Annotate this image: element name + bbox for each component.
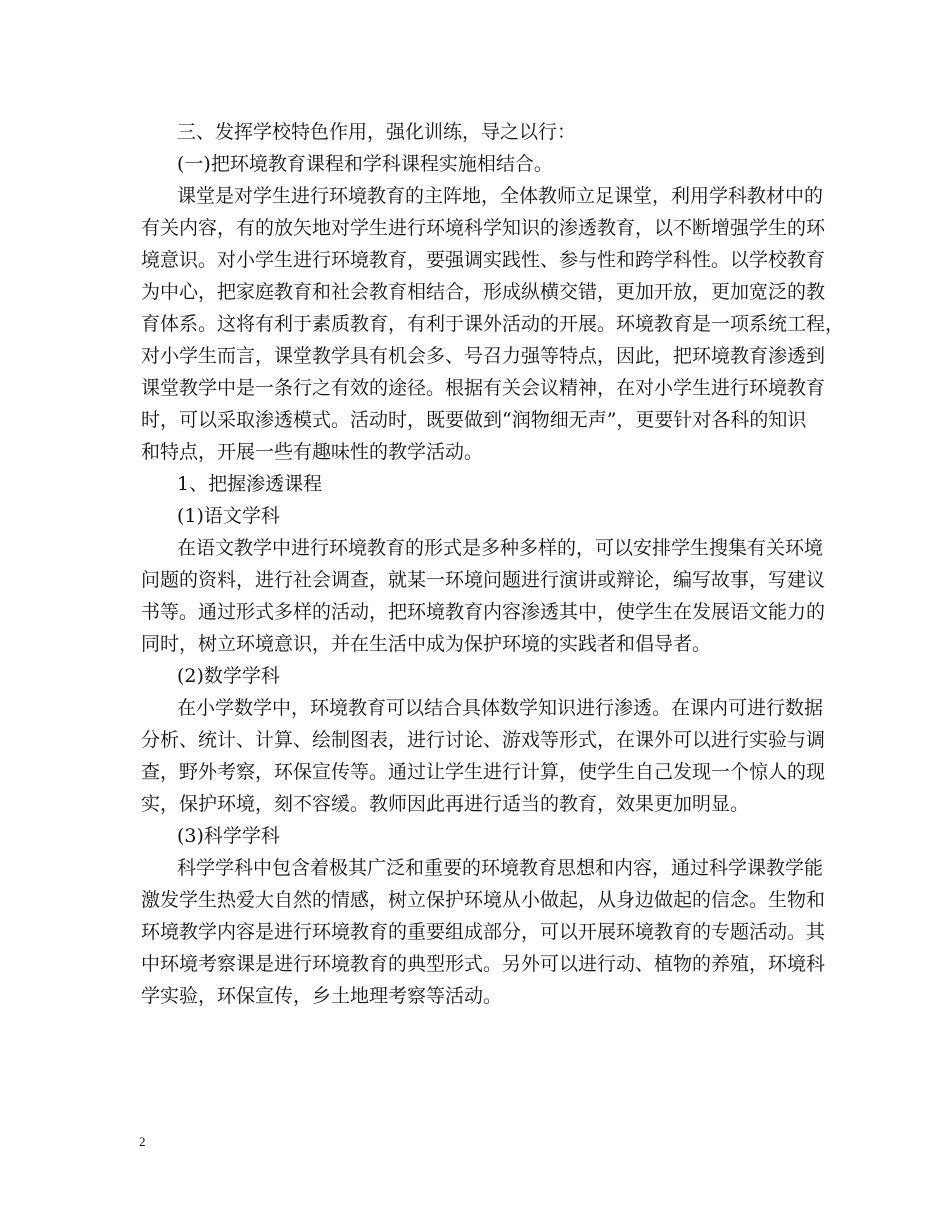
- paragraph-line: 问题的资料，进行社会调查，就某一环境问题进行演讲或辩论，编写故事，写建议: [141, 569, 826, 591]
- paragraph-line: 在语文教学中进行环境教育的形式是多种多样的，可以安排学生搜集有关环境: [177, 537, 824, 559]
- list-heading: 1、把握渗透课程: [177, 473, 323, 495]
- paragraph-line: 科学学科中包含着极其广泛和重要的环境教育思想和内容，通过科学课教学能: [177, 857, 824, 879]
- section-heading: 三、发挥学校特色作用，强化训练，导之以行：: [177, 121, 577, 143]
- paragraph-line: 和特点，开展一些有趣味性的教学活动。: [141, 441, 484, 463]
- paragraph-line: 时，可以采取渗透模式。活动时，既要做到“润物细无声”，更要针对各科的知识: [141, 409, 807, 431]
- paragraph-line: 查，野外考察，环保宣传等。通过让学生进行计算，使学生自己发现一个惊人的现: [141, 761, 826, 783]
- paragraph-line: 课堂教学中是一条行之有效的途径。根据有关会议精神，在对小学生进行环境教育: [141, 377, 826, 399]
- page-number: 2: [139, 1134, 146, 1149]
- paragraph-line: 学实验，环保宣传，乡土地理考察等活动。: [141, 985, 503, 1007]
- paragraph-line: 书等。通过形式多样的活动，把环境教育内容渗透其中，使学生在发展语文能力的: [141, 601, 826, 623]
- paragraph-line: 育体系。这将有利于素质教育，有利于课外活动的开展。环境教育是一项系统工程，: [141, 313, 845, 335]
- paragraph-line: 在小学数学中，环境教育可以结合具体数学知识进行渗透。在课内可进行数据: [177, 697, 824, 719]
- subject-heading-chinese: (1)语文学科: [177, 505, 280, 527]
- paragraph-line: 境意识。对小学生进行环境教育，要强调实践性、参与性和跨学科性。以学校教育: [141, 249, 826, 271]
- paragraph-line: 课堂是对学生进行环境教育的主阵地，全体教师立足课堂，利用学科教材中的: [177, 185, 824, 207]
- subsection-heading: (一)把环境教育课程和学科课程实施相结合。: [177, 153, 553, 175]
- subject-heading-math: (2)数学学科: [177, 665, 280, 687]
- paragraph-line: 为中心，把家庭教育和社会教育相结合，形成纵横交错，更加开放，更加宽泛的教: [141, 281, 826, 303]
- paragraph-line: 实，保护环境，刻不容缓。教师因此再进行适当的教育，效果更加明显。: [141, 793, 750, 815]
- subject-heading-science: (3)科学学科: [177, 825, 280, 847]
- paragraph-line: 有关内容，有的放矢地对学生进行环境科学知识的渗透教育，以不断增强学生的环: [141, 217, 826, 239]
- paragraph-line: 中环境考察课是进行环境教育的典型形式。另外可以进行动、植物的养殖，环境科: [141, 953, 826, 975]
- paragraph-line: 环境教学内容是进行环境教育的重要组成部分，可以开展环境教育的专题活动。其: [141, 921, 826, 943]
- paragraph-line: 对小学生而言，课堂教学具有机会多、号召力强等特点，因此，把环境教育渗透到: [141, 345, 826, 367]
- paragraph-line: 激发学生热爱大自然的情感，树立保护环境从小做起，从身边做起的信念。生物和: [141, 889, 826, 911]
- paragraph-line: 同时，树立环境意识，并在生活中成为保护环境的实践者和倡导者。: [141, 633, 712, 655]
- paragraph-line: 分析、统计、计算、绘制图表，进行讨论、游戏等形式，在课外可以进行实验与调: [141, 729, 826, 751]
